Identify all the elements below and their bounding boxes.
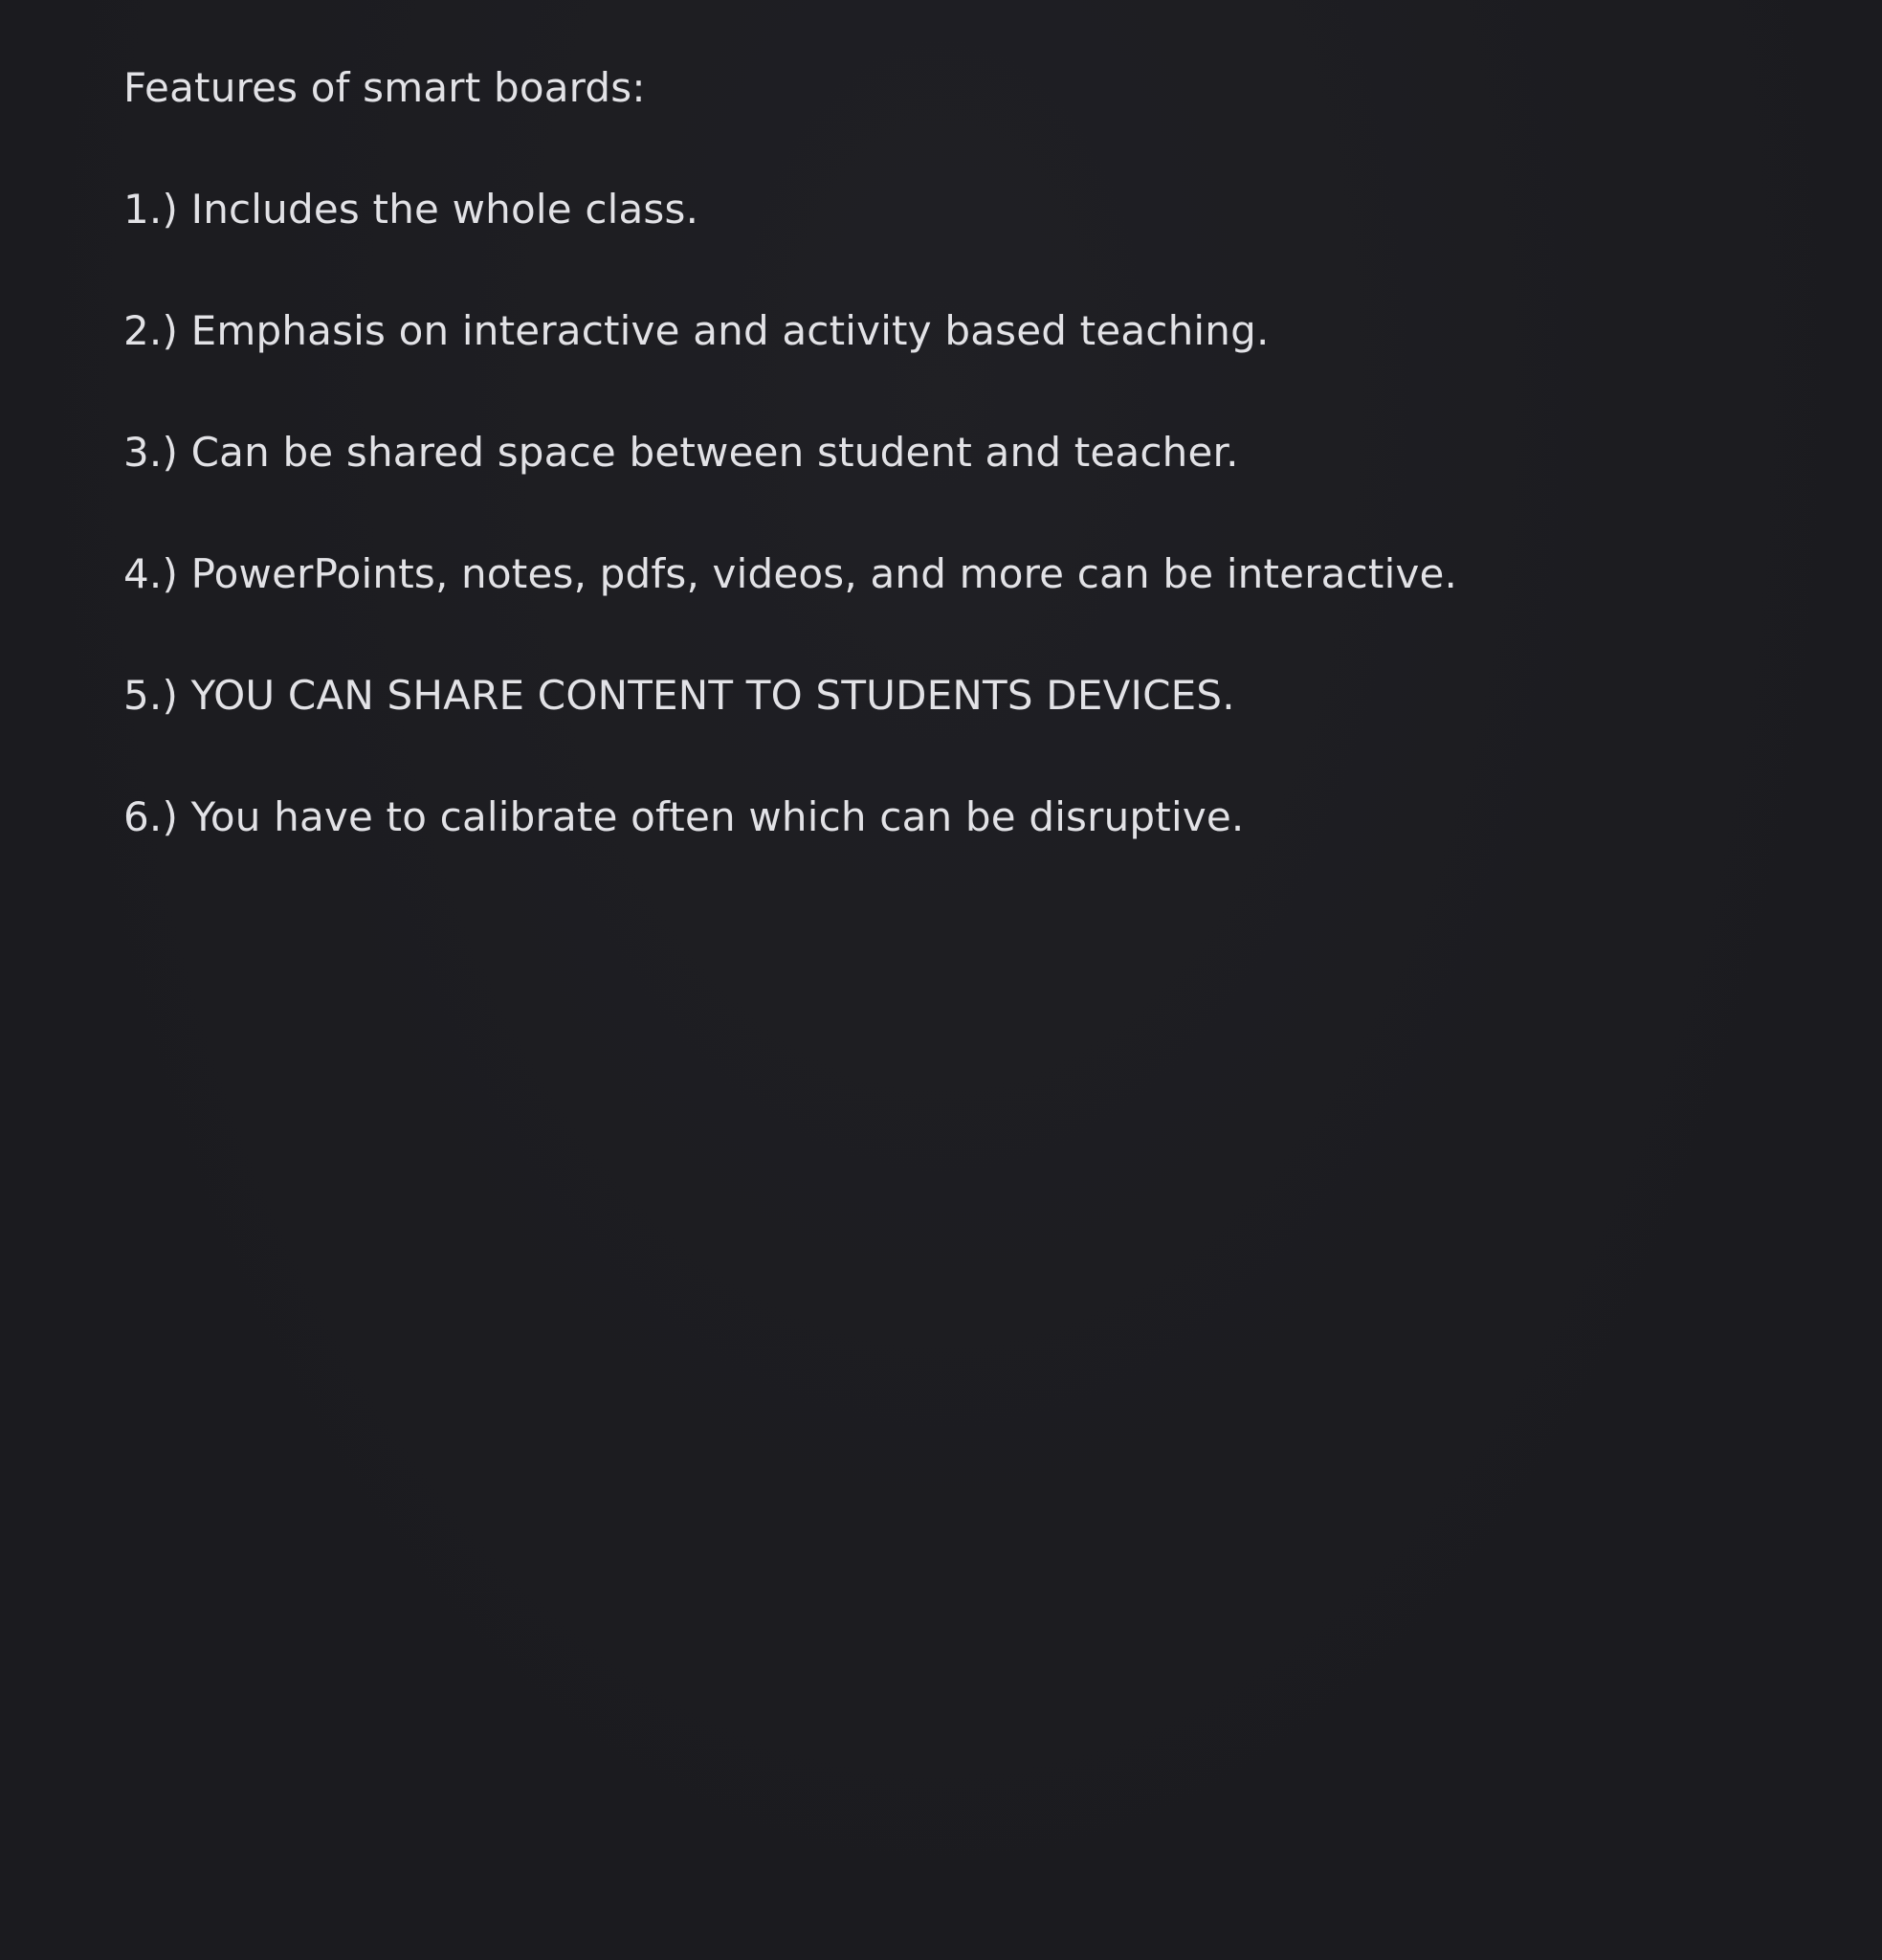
note-item-6: 6.) You have to calibrate often which can be disruptive. xyxy=(123,793,1245,840)
note-title: Features of smart boards: xyxy=(123,64,646,111)
note-item-5: 5.) YOU CAN SHARE CONTENT TO STUDENTS DEVICES. xyxy=(123,672,1235,719)
note-item-4: 4.) PowerPoints, notes, pdfs, videos, and more can be interactive. xyxy=(123,550,1458,597)
note-item-2: 2.) Emphasis on interactive and activity based teaching. xyxy=(123,307,1270,354)
note-body[interactable] xyxy=(123,65,1750,916)
note-item-1: 1.) Includes the whole class. xyxy=(123,186,699,233)
note-item-3: 3.) Can be shared space between student and teacher. xyxy=(123,429,1239,476)
